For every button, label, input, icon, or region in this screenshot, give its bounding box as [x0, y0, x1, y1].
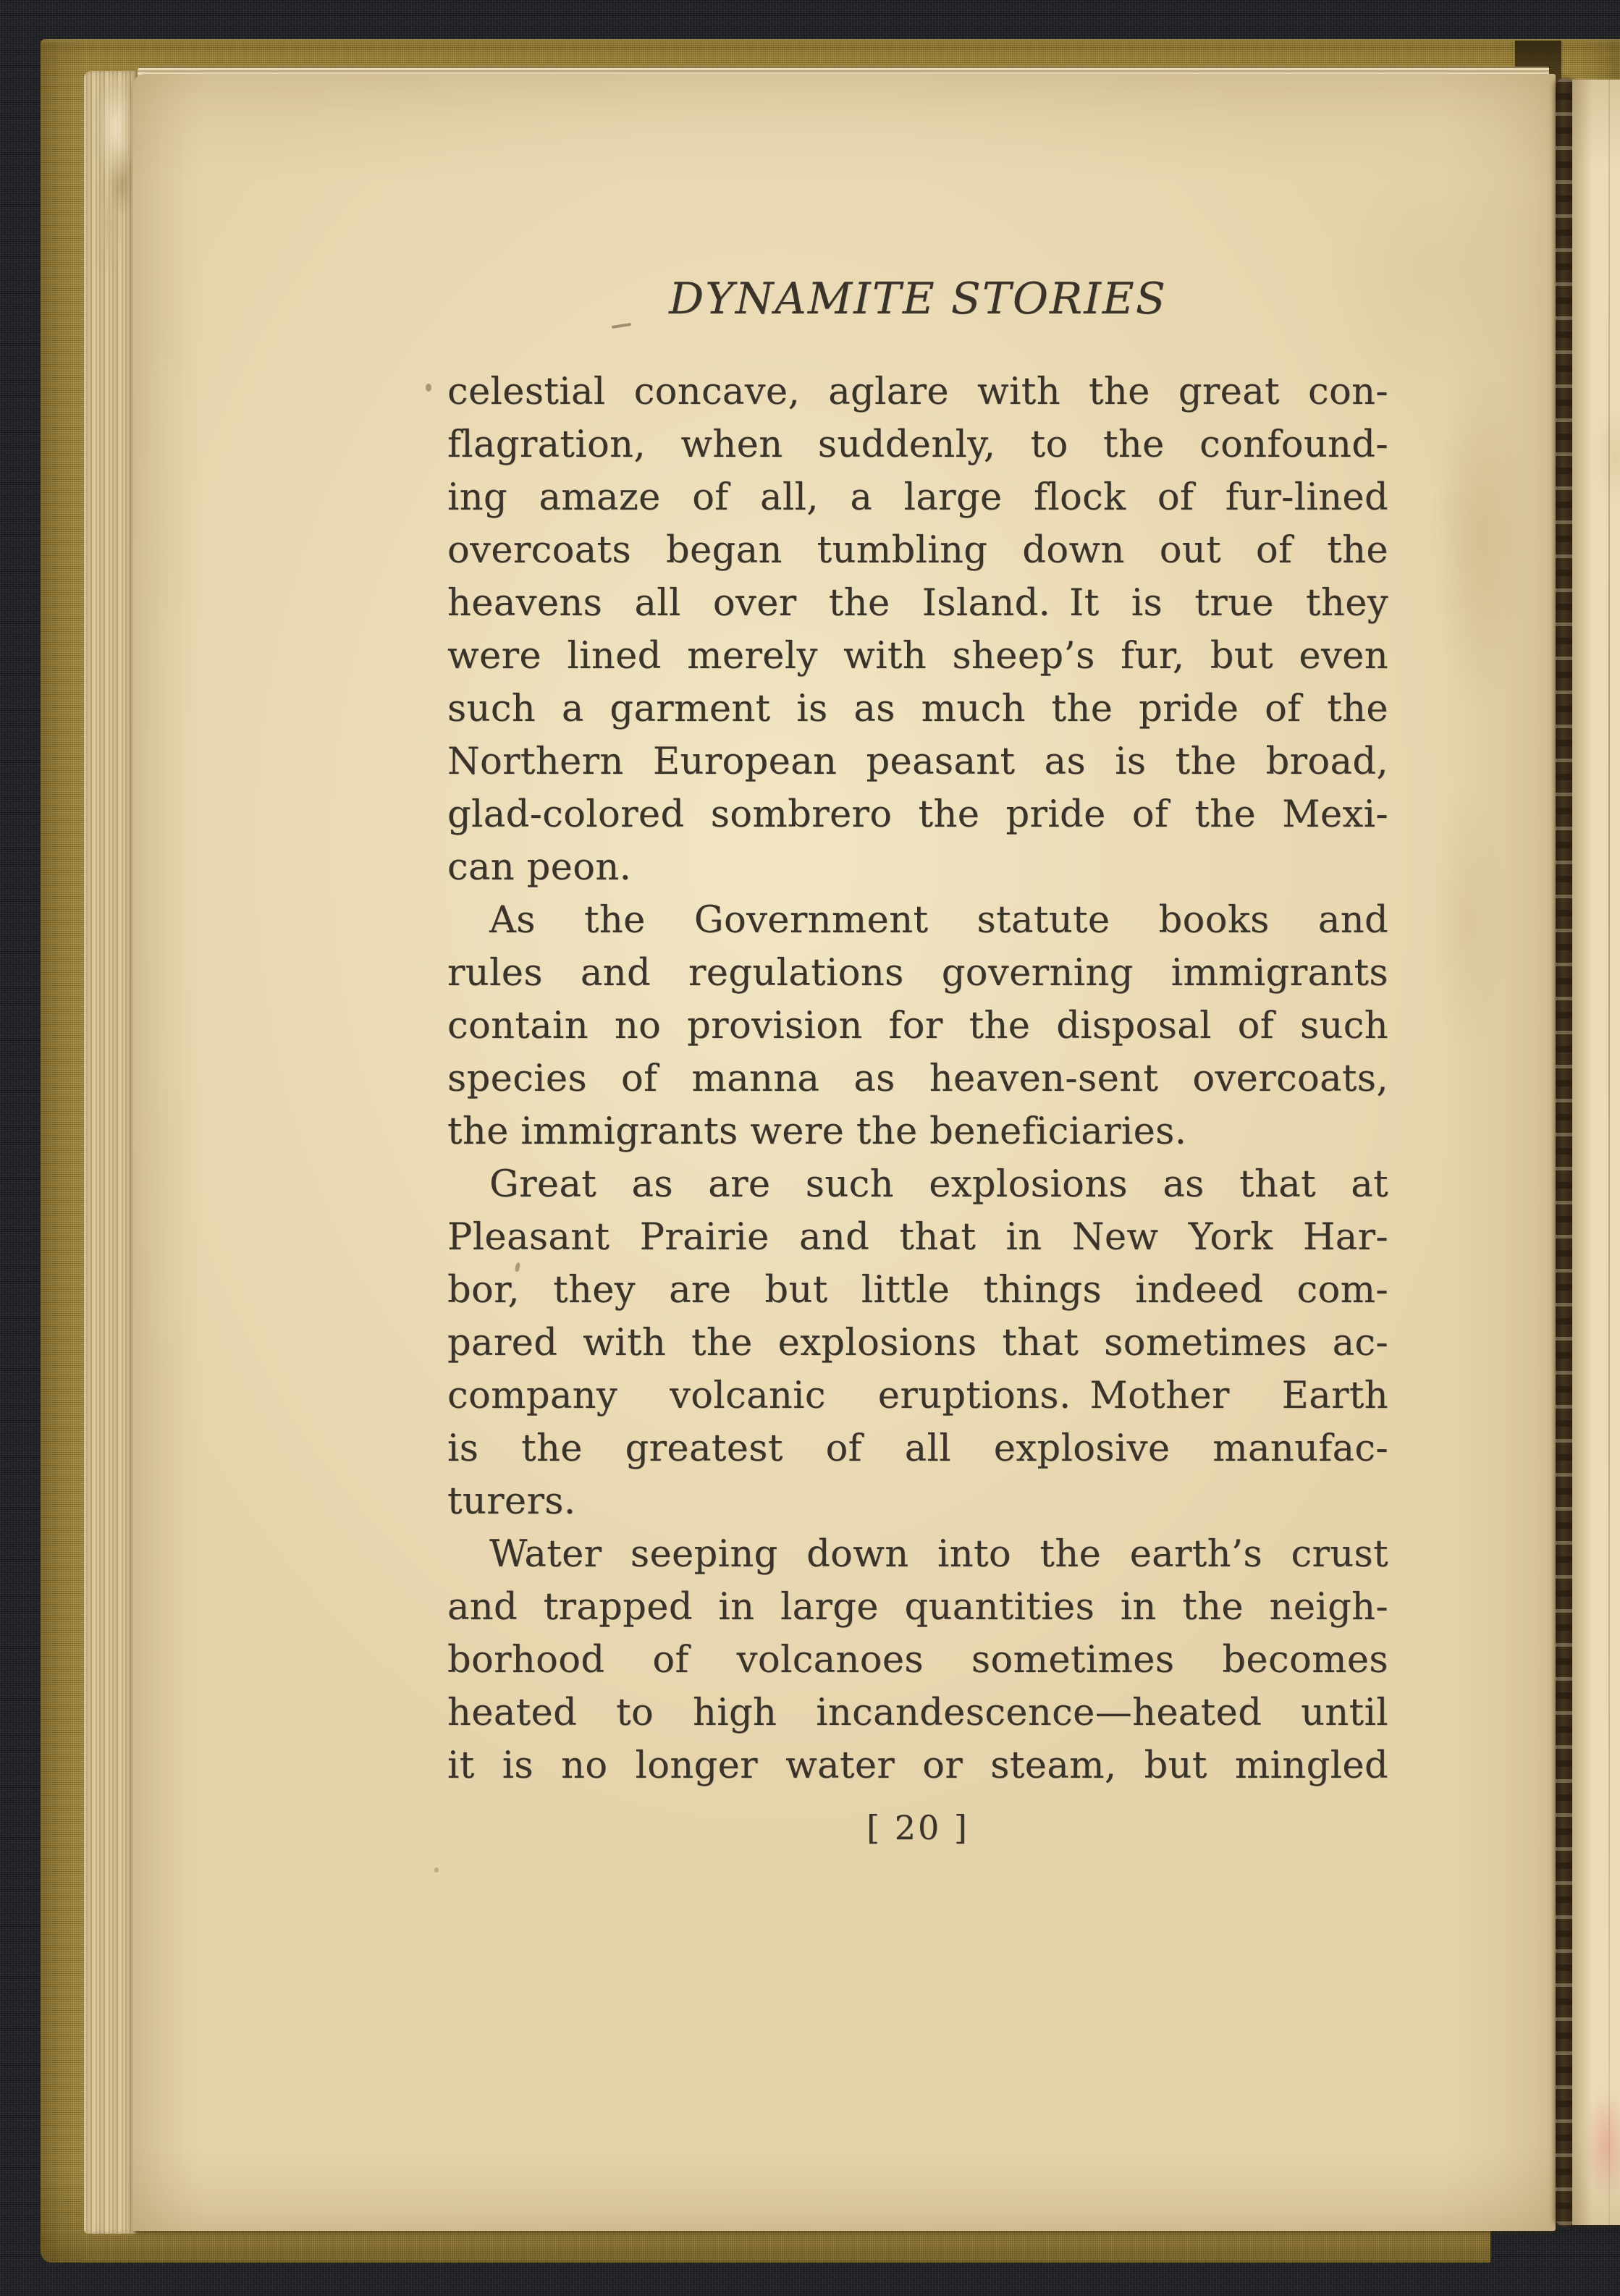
text-line: company volcanic eruptions. Mother Earth	[447, 1375, 1388, 1417]
text-line: glad-colored sombrero the pride of the Mexi-	[447, 793, 1388, 836]
text-line: turers.	[447, 1480, 576, 1523]
text-line: As the Government statute books and	[489, 899, 1388, 942]
paper-speck	[434, 1867, 439, 1873]
page-header-title: DYNAMITE STORIES	[669, 274, 1167, 324]
text-line: borhood of volcanoes sometimes becomes	[447, 1639, 1388, 1681]
text-line: and trapped in large quantities in the neigh-	[447, 1586, 1388, 1629]
text-line: flagration, when suddenly, to the confound-	[447, 423, 1388, 466]
text-line: Pleasant Prairie and that in New York Har-	[447, 1216, 1388, 1259]
body-paragraph	[447, 366, 1388, 894]
adjacent-page-edge	[1572, 80, 1620, 2225]
text-line: is the greatest of all explosive manufac-	[447, 1427, 1388, 1470]
text-line: species of manna as heaven-sent overcoats,	[447, 1058, 1388, 1100]
text-line: rules and regulations governing immigrants	[447, 952, 1388, 995]
text-line: Northern European peasant as is the broad,	[447, 740, 1388, 783]
text-line: overcoats began tumbling down out of the	[447, 529, 1388, 572]
text-line: heated to high incandescence—heated until	[447, 1692, 1388, 1734]
body-paragraph	[447, 894, 1388, 1158]
text-line: pared with the explosions that sometimes ac-	[447, 1322, 1388, 1364]
page-number: [ 20 ]	[866, 1808, 969, 1847]
paper-speck	[426, 384, 431, 392]
page-text-block	[447, 272, 1388, 1854]
text-line: heavens all over the Island. It is true they	[447, 582, 1388, 625]
text-line: celestial concave, aglare with the great con-	[447, 371, 1388, 413]
text-line: contain no provision for the disposal of such	[447, 1005, 1388, 1047]
text-line: the immigrants were the beneficiaries.	[447, 1110, 1187, 1153]
page-stack-fore-edge	[84, 71, 136, 2234]
body-paragraph	[447, 1158, 1388, 1528]
text-line: were lined merely with sheep’s fur, but even	[447, 635, 1388, 678]
text-line: bor, they are but little things indeed com-	[447, 1269, 1388, 1312]
page-crease-line	[1608, 80, 1610, 2225]
text-line: it is no longer water or steam, but mingled	[447, 1744, 1388, 1787]
text-line: such a garment is as much the pride of the	[447, 688, 1388, 730]
body-paragraph	[447, 1528, 1388, 1792]
text-line: ing amaze of all, a large flock of fur-lined	[447, 476, 1388, 519]
book-page	[132, 74, 1556, 2231]
text-line: Water seeping down into the earth’s crust	[489, 1533, 1388, 1576]
text-line: can peon.	[447, 846, 632, 889]
text-line: Great as are such explosions as that at	[489, 1163, 1388, 1206]
